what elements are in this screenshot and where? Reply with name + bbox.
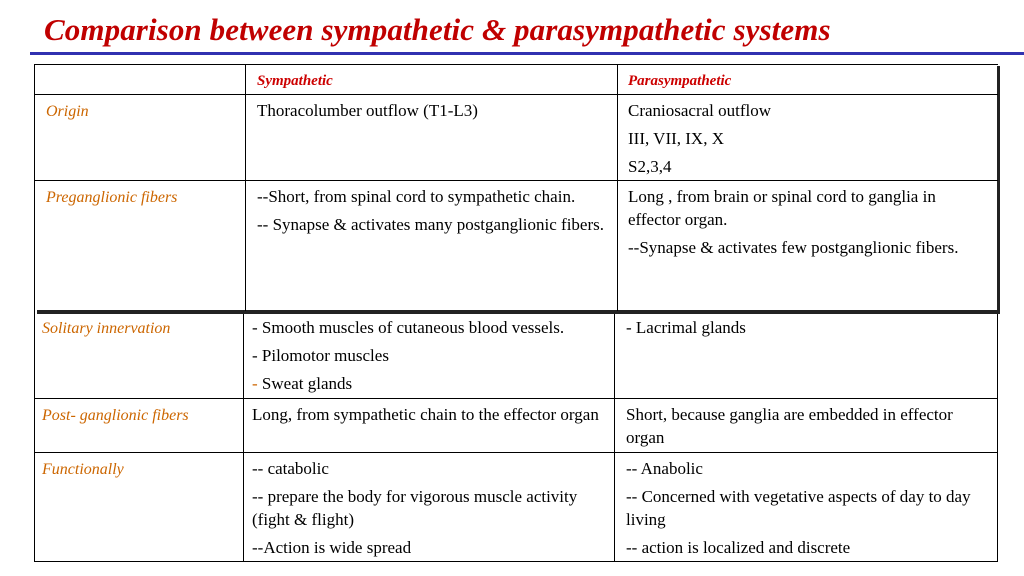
- functionally-parasympathetic: [626, 457, 990, 564]
- grid-line: [614, 314, 615, 562]
- header-sympathetic: Sympathetic: [257, 73, 333, 89]
- cell-line: - Pilomotor muscles: [252, 346, 389, 365]
- cell-line: --Action is wide spread: [252, 538, 412, 557]
- grid-line: [243, 314, 244, 562]
- page-title: Comparison between sympathetic & parasympathetic systems: [44, 12, 831, 47]
- row-label-origin: Origin: [46, 103, 89, 120]
- solitary-parasympathetic: [626, 316, 990, 344]
- origin-parasympathetic: [628, 99, 990, 183]
- bullet-dash: -: [252, 374, 258, 393]
- cell-line: -- Concerned with vegetative aspects of day to day living: [626, 487, 971, 529]
- row-label-preganglionic: Preganglionic fibers: [46, 189, 178, 206]
- grid-line: [34, 94, 998, 95]
- header-parasympathetic: Parasympathetic: [628, 73, 732, 89]
- cell-line: Short, because ganglia are embedded in effector organ: [626, 405, 953, 447]
- cell-line: - Smooth muscles of cutaneous blood vessels.: [252, 318, 565, 337]
- preganglionic-sympathetic: [257, 185, 612, 241]
- cell-text: Sweat glands: [261, 374, 353, 393]
- cell-line: Long, from sympathetic chain to the effector organ: [252, 405, 599, 424]
- grid-line: [245, 64, 246, 311]
- grid-line: [997, 314, 998, 562]
- cell-line: Long , from brain or spinal cord to ganglia in effector organ.: [628, 187, 936, 229]
- row-label-solitary-innervation: Solitary innervation: [42, 320, 171, 337]
- postganglionic-sympathetic: [252, 403, 612, 431]
- grid-line: [617, 64, 618, 311]
- grid-line: [34, 64, 35, 562]
- cell-line: III, VII, IX, X: [628, 129, 724, 148]
- functionally-sympathetic: [252, 457, 612, 564]
- table-shadow-bottom: [37, 310, 1000, 314]
- cell-line: -- Anabolic: [626, 459, 703, 478]
- cell-line: -- catabolic: [252, 459, 329, 478]
- postganglionic-parasympathetic: [626, 403, 990, 454]
- grid-line: [34, 64, 998, 65]
- cell-line: -- action is localized and discrete: [626, 538, 851, 557]
- cell-line: S2,3,4: [628, 157, 672, 176]
- row-label-postganglionic: Post- ganglionic fibers: [42, 407, 189, 424]
- cell-line: --Short, from spinal cord to sympathetic chain.: [257, 187, 576, 206]
- row-label-functionally: Functionally: [42, 461, 124, 478]
- cell-line: Thoracolumber outflow (T1-L3): [257, 101, 478, 120]
- title-underline: [30, 52, 1024, 55]
- cell-line: - Lacrimal glands: [626, 318, 746, 337]
- origin-sympathetic: [257, 99, 612, 127]
- cell-line: -- Synapse & activates many postganglionic fibers.: [257, 215, 604, 234]
- cell-line: [252, 372, 612, 395]
- cell-line: --Synapse & activates few postganglionic fibers.: [628, 238, 959, 257]
- solitary-sympathetic: [252, 316, 612, 400]
- table-shadow-right: [997, 66, 1000, 314]
- preganglionic-parasympathetic: [628, 185, 990, 264]
- cell-line: Craniosacral outflow: [628, 101, 772, 120]
- cell-line: -- prepare the body for vigorous muscle activity (fight & flight): [252, 487, 578, 529]
